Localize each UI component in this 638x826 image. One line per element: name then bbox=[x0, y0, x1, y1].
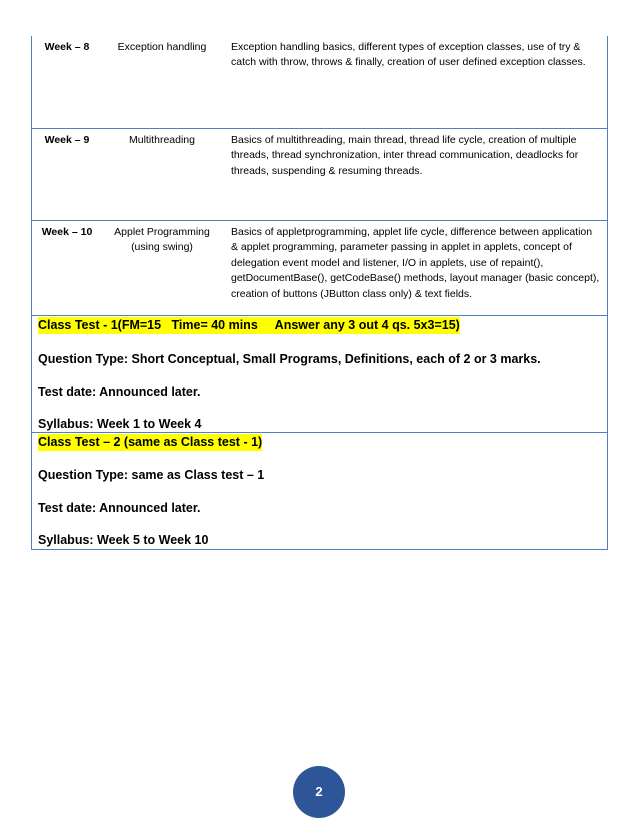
table-row-week-8 bbox=[32, 36, 607, 129]
topic-cell: Multithreading bbox=[129, 134, 195, 146]
description-cell: Exception handling basics, different types of exception classes, use of try & catch with throw, throws & finally, creation of user defined exception classes. bbox=[231, 41, 586, 69]
test-date: Test date: Announced later. bbox=[38, 501, 201, 515]
page-number-badge: 2 bbox=[293, 766, 345, 818]
class-test-1-block bbox=[32, 316, 607, 433]
description-cell: Basics of multithreading, main thread, thread life cycle, creation of multiple threads, thread synchronization, inter thread communication, deadlocks for threads, suspending & resuming threads. bbox=[231, 134, 579, 177]
syllabus-range: Syllabus: Week 1 to Week 4 bbox=[38, 417, 202, 431]
syllabus-range: Syllabus: Week 5 to Week 10 bbox=[38, 533, 209, 547]
topic-cell: Exception handling bbox=[117, 41, 207, 53]
syllabus-table bbox=[31, 36, 608, 550]
class-test-title: Class Test – 2 (same as Class test - 1) bbox=[38, 435, 263, 449]
description-cell: Basics of appletprogramming, applet life cycle, difference between application & applet programming, parameter passing in applet in applets, concept of delegation event model and listener, I/O in applets, use of repaint(), getDocumentBase(), getCodeBase() methods, layout manager (basic concept), creation of buttons (JButton class only) & text fields. bbox=[231, 226, 600, 300]
test-date: Test date: Announced later. bbox=[38, 385, 201, 399]
week-label: Week – 9 bbox=[44, 134, 90, 146]
question-type: Question Type: Short Conceptual, Small Programs, Definitions, each of 2 or 3 marks. bbox=[38, 352, 541, 366]
week-label: Week – 8 bbox=[44, 41, 90, 53]
table-row-week-9 bbox=[32, 129, 607, 221]
class-test-title: Class Test - 1(FM=15 Time= 40 mins Answer any 3 out 4 qs. 5x3=15) bbox=[38, 318, 460, 332]
table-row-week-10 bbox=[32, 221, 607, 316]
class-test-2-block bbox=[32, 433, 607, 550]
question-type: Question Type: same as Class test – 1 bbox=[38, 468, 265, 482]
week-label: Week – 10 bbox=[41, 226, 93, 238]
topic-cell: Applet Programming (using swing) bbox=[114, 226, 210, 253]
